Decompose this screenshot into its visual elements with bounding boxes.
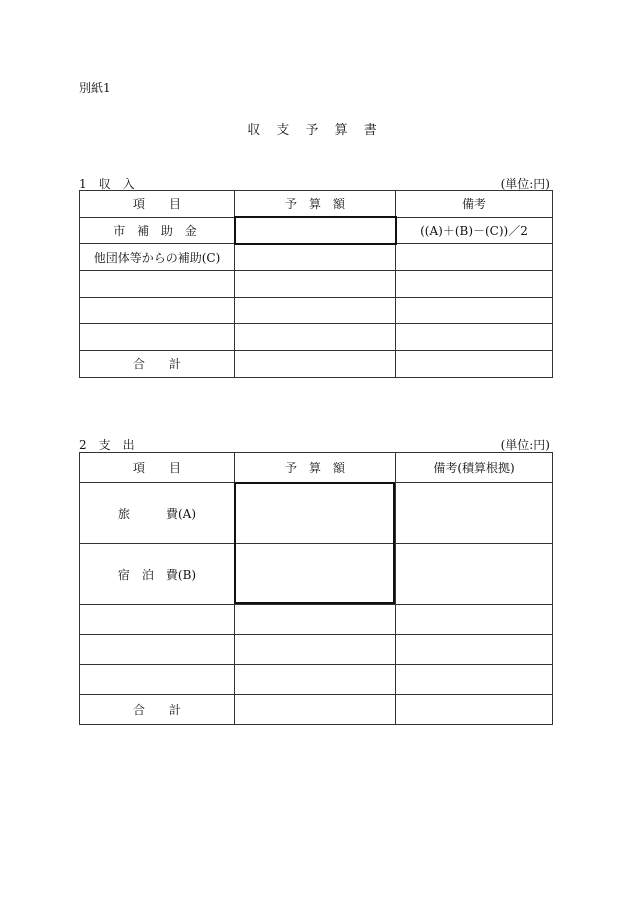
income-unit-label: (単位:円) <box>500 177 550 191</box>
expense-section-title: 2 支 出 <box>79 438 135 452</box>
header-note: 備考 <box>396 191 553 218</box>
amount-input-cell[interactable] <box>235 544 396 605</box>
header-note: 備考(積算根拠) <box>396 453 553 483</box>
item-cell: 市 補 助 金 <box>80 217 235 244</box>
income-table <box>79 190 553 378</box>
note-cell[interactable] <box>396 271 553 298</box>
table-row <box>80 244 553 271</box>
amount-cell[interactable] <box>235 271 396 298</box>
item-cell[interactable] <box>80 297 235 324</box>
note-cell[interactable] <box>396 351 553 378</box>
item-cell[interactable] <box>80 665 235 695</box>
document-title: 収 支 予 算 書 <box>247 123 383 138</box>
note-cell[interactable] <box>396 635 553 665</box>
note-cell[interactable] <box>396 297 553 324</box>
table-row <box>80 605 553 635</box>
amount-cell[interactable] <box>235 244 396 271</box>
expense-unit-label: (単位:円) <box>500 438 550 452</box>
item-cell[interactable] <box>80 324 235 351</box>
item-cell: 旅 費(A) <box>80 483 235 544</box>
header-item: 項 目 <box>80 453 235 483</box>
note-cell[interactable] <box>396 483 553 544</box>
table-row <box>80 324 553 351</box>
item-cell[interactable] <box>80 605 235 635</box>
item-cell[interactable] <box>80 271 235 298</box>
total-amount-cell[interactable] <box>235 695 396 725</box>
table-row <box>80 271 553 298</box>
header-amount: 予 算 額 <box>235 191 396 218</box>
table-row <box>80 544 553 605</box>
attachment-label: 別紙1 <box>79 81 111 95</box>
header-amount: 予 算 額 <box>235 453 396 483</box>
total-row <box>80 351 553 378</box>
amount-cell[interactable] <box>235 324 396 351</box>
table-row <box>80 665 553 695</box>
note-cell[interactable] <box>396 544 553 605</box>
income-header-row <box>80 191 553 218</box>
income-section-title: 1 収 入 <box>79 177 135 191</box>
amount-cell[interactable] <box>235 665 396 695</box>
note-cell: ((A)＋(B)－(C))／2 <box>396 217 553 244</box>
table-row <box>80 635 553 665</box>
amount-cell[interactable] <box>235 297 396 324</box>
table-row <box>80 483 553 544</box>
note-cell[interactable] <box>396 605 553 635</box>
total-label: 合 計 <box>80 695 235 725</box>
item-cell[interactable] <box>80 635 235 665</box>
table-row <box>80 297 553 324</box>
note-cell[interactable] <box>396 665 553 695</box>
amount-input-cell[interactable] <box>235 483 396 544</box>
total-label: 合 計 <box>80 351 235 378</box>
header-item: 項 目 <box>80 191 235 218</box>
total-row <box>80 695 553 725</box>
table-row <box>80 217 553 244</box>
expense-header-row <box>80 453 553 483</box>
note-cell[interactable] <box>396 324 553 351</box>
amount-input-cell[interactable] <box>235 217 396 244</box>
item-cell: 他団体等からの補助(C) <box>80 244 235 271</box>
expense-table <box>79 452 553 725</box>
amount-cell[interactable] <box>235 605 396 635</box>
total-amount-cell[interactable] <box>235 351 396 378</box>
note-cell[interactable] <box>396 695 553 725</box>
amount-cell[interactable] <box>235 635 396 665</box>
item-cell: 宿 泊 費(B) <box>80 544 235 605</box>
note-cell[interactable] <box>396 244 553 271</box>
